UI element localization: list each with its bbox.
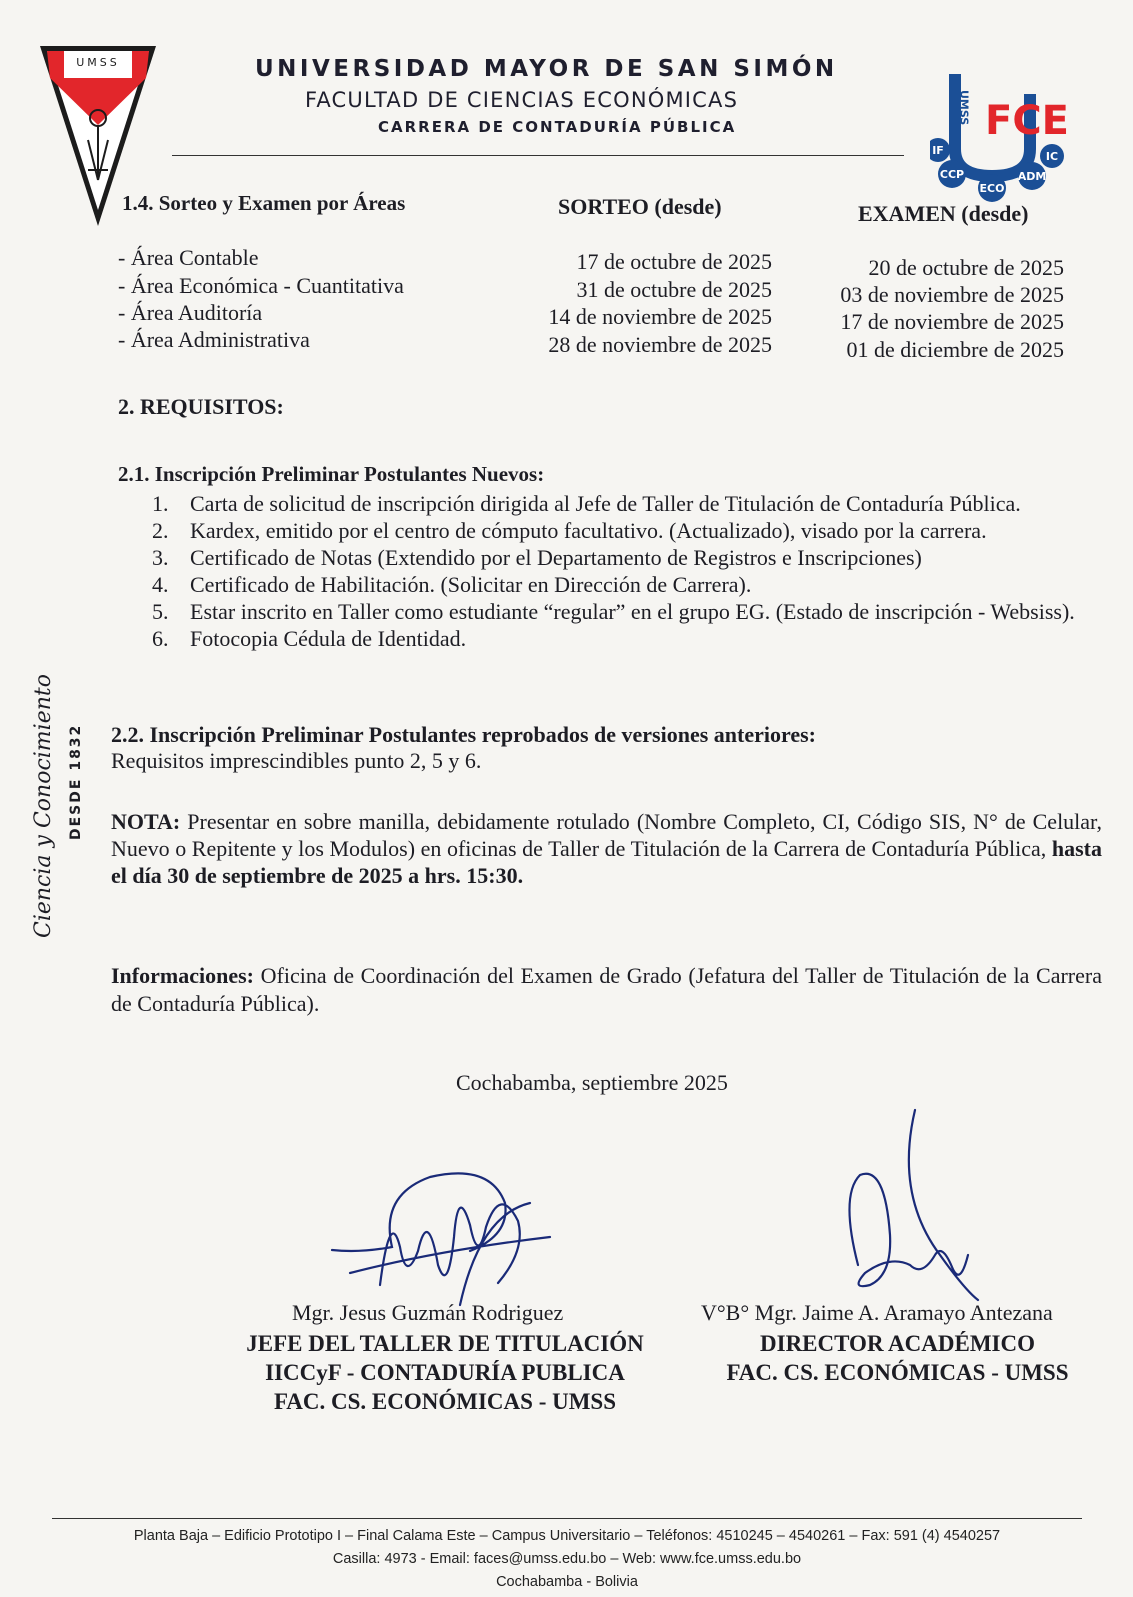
footer-city: Cochabamba - Bolivia [496, 1574, 638, 1590]
list-item-number: 5. [152, 599, 169, 624]
col-sorteo-heading: SORTEO (desde) [558, 194, 722, 219]
fce-badge-ic: IC [1045, 150, 1059, 163]
nota-text: Presentar en sobre manilla, debidamente rotulado (Nombre Completo, CI, Código SIS, N° de Celular, Nuevo o Repitente y los Modulos) en oficinas de Taller de Titulación de la Carrera de Contaduría Pública, [111, 809, 1102, 861]
fce-badge-ccp: CCP [939, 168, 965, 181]
list-item-number: 3. [152, 545, 169, 570]
list-item-text: Certificado de Habilitación. (Solicitar en Dirección de Carrera). [190, 572, 752, 597]
footer-address: Planta Baja – Edificio Prototipo I – Final Calama Este – Campus Universitario – Teléfonos: 4510245 – 4540261 – Fax: 591 (4) 4540257 [133, 1528, 1001, 1544]
list-item-number: 6. [152, 626, 169, 651]
footer-contact: Casilla: 4973 - Email: faces@umss.edu.bo – Web: www.fce.umss.edu.bo [332, 1551, 802, 1567]
examen-date: 03 de noviembre de 2025 [840, 282, 1064, 307]
list-item [152, 625, 1127, 652]
signatory-2-role [700, 1329, 1095, 1387]
list-item [152, 571, 1127, 598]
fce-logo [930, 64, 1070, 204]
place-date: Cochabamba, septiembre 2025 [456, 1070, 728, 1095]
faculty-name: FACULTAD DE CIENCIAS ECONÓMICAS [305, 88, 739, 112]
examen-date: 01 de diciembre de 2025 [846, 337, 1064, 362]
section-1-4-title: 1.4. Sorteo y Examen por Áreas [122, 191, 406, 215]
informaciones-paragraph [111, 962, 1102, 1018]
area-row-label: - Área Auditoría [118, 300, 263, 325]
list-item [152, 490, 1127, 517]
list-item-text: Kardex, emitido por el centro de cómputo facultativo. (Actualizado), visado por la carrera. [190, 518, 987, 543]
fce-badge-eco: ECO [979, 182, 1005, 195]
sorteo-date: 28 de noviembre de 2025 [548, 332, 772, 357]
signatory-2-role-line: FAC. CS. ECONÓMICAS - UMSS [726, 1360, 1069, 1385]
fce-badge-adm: ADM [1017, 170, 1047, 183]
list-item-text: Fotocopia Cédula de Identidad. [190, 626, 467, 651]
fce-main-text: FCE [985, 98, 1070, 144]
col-examen-heading: EXAMEN (desde) [858, 201, 1029, 226]
sorteo-date: 14 de noviembre de 2025 [548, 304, 772, 329]
informaciones-label: Informaciones: [111, 963, 254, 988]
umss-logo-text: UMSS [76, 56, 120, 69]
list-item-text: Carta de solicitud de inscripción dirigida al Jefe de Taller de Titulación de Contaduría Pública. [190, 491, 1021, 516]
list-item-number: 2. [152, 518, 169, 543]
section-2-2-text: Requisitos imprescindibles punto 2, 5 y 6. [111, 748, 482, 773]
signatory-1-role-line: FAC. CS. ECONÓMICAS - UMSS [273, 1389, 617, 1414]
nota-label: NOTA: [111, 809, 181, 834]
signature-2-scribble [830, 1105, 1000, 1315]
area-row-label: - Área Económica - Cuantitativa [118, 273, 404, 298]
side-motto-since: DESDE 1832 [68, 723, 84, 840]
side-motto-script: Ciencia y Conocimiento [31, 674, 56, 938]
signatory-1-name: Mgr. Jesus Guzmán Rodriguez [292, 1300, 564, 1325]
fce-vertical-1: UMSS [957, 90, 971, 126]
signatory-2-role-line: DIRECTOR ACADÉMICO [760, 1331, 1035, 1356]
side-motto [28, 640, 88, 940]
signatory-1-role-line: IICCyF - CONTADURÍA PUBLICA [265, 1360, 625, 1385]
informaciones-text: Oficina de Coordinación del Examen de Grado (Jefatura del Taller de Titulación de la Carrera de Contaduría Pública). [111, 963, 1102, 1016]
signature-1-scribble [320, 1155, 570, 1315]
list-item [152, 544, 1127, 571]
section-2-2-title: 2.2. Inscripción Preliminar Postulantes reprobados de versiones anteriores: [111, 722, 816, 747]
nota-paragraph [111, 808, 1102, 889]
nota-deadline: hasta el día 30 de septiembre de 2025 a hrs. 15:30. [111, 836, 1102, 888]
requisitos-title: 2. REQUISITOS: [118, 394, 284, 419]
examen-date: 20 de octubre de 2025 [868, 255, 1064, 280]
sorteo-date: 17 de octubre de 2025 [576, 249, 772, 274]
list-item-number: 4. [152, 572, 169, 597]
list-item-text: Certificado de Notas (Extendido por el Departamento de Registros e Inscripciones) [190, 545, 922, 570]
area-row-label: - Área Administrativa [118, 327, 310, 352]
list-item-number: 1. [152, 491, 169, 516]
list-item [152, 598, 1127, 625]
career-name: CARRERA DE CONTADURÍA PÚBLICA [378, 118, 737, 136]
list-item-text: Estar inscrito en Taller como estudiante “regular” en el grupo EG. (Estado de inscripción - Websiss). [190, 599, 1075, 624]
header-divider [172, 155, 904, 156]
list-item [152, 517, 1127, 544]
signatory-1-role [195, 1329, 695, 1416]
sorteo-date: 31 de octubre de 2025 [576, 277, 772, 302]
university-name: UNIVERSIDAD MAYOR DE SAN SIMÓN [255, 56, 838, 82]
area-row-label: - Área Contable [118, 245, 259, 270]
signatory-1-role-line: JEFE DEL TALLER DE TITULACIÓN [246, 1331, 644, 1356]
fce-badge-if: IF [932, 144, 944, 157]
footer-divider [52, 1518, 1082, 1519]
section-2-1-title: 2.1. Inscripción Preliminar Postulantes Nuevos: [118, 462, 545, 486]
signatory-2-name: V°B° Mgr. Jaime A. Aramayo Antezana [701, 1300, 1053, 1325]
examen-date: 17 de noviembre de 2025 [840, 309, 1064, 334]
requirements-list [152, 490, 1127, 652]
